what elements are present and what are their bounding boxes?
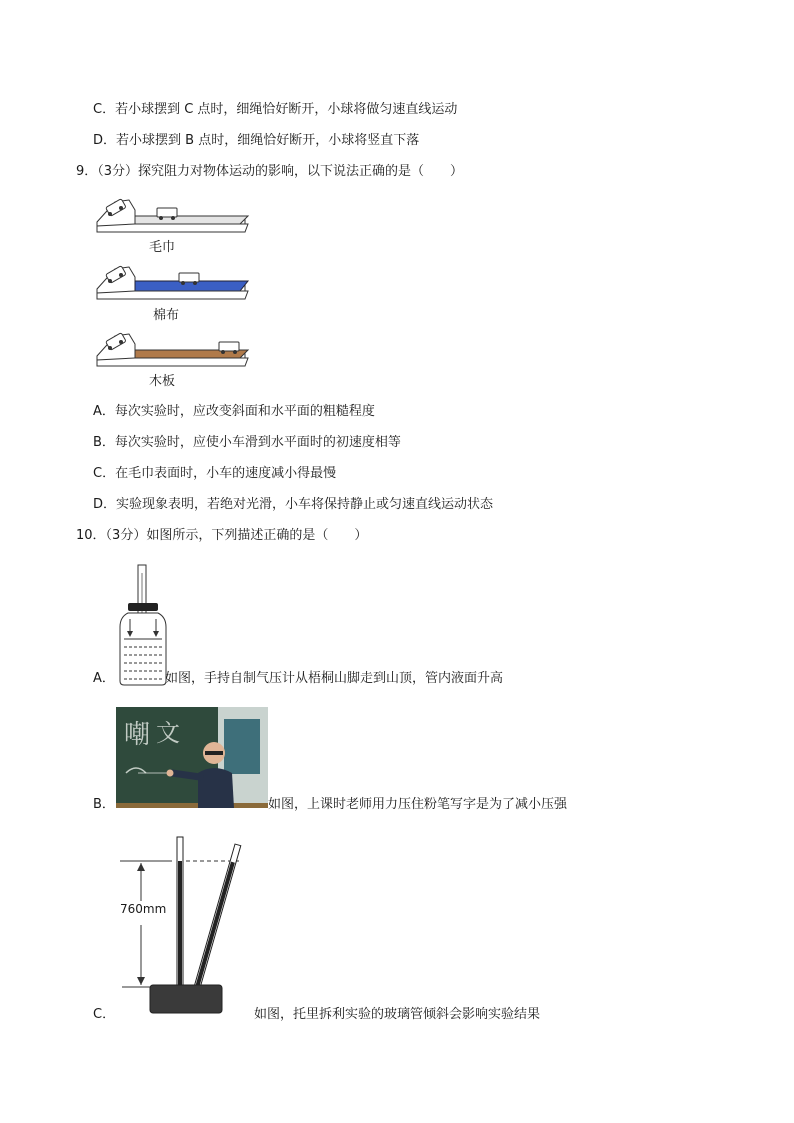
q10-option-b-letter: B． bbox=[93, 797, 115, 812]
homemade-barometer-figure bbox=[116, 563, 170, 687]
q8-option-c: C．若小球摆到 C 点时，细绳恰好断开，小球将做匀速直线运动 bbox=[93, 102, 458, 117]
q10-option-c-text: 如图，托里拆利实验的玻璃管倾斜会影响实验结果 bbox=[254, 1007, 541, 1022]
q10-option-a-text: 如图，手持自制气压计从梧桐山脚走到山顶，管内液面升高 bbox=[165, 671, 504, 686]
surface-label-cotton: 棉布 bbox=[153, 308, 180, 323]
surface-label-towel: 毛巾 bbox=[149, 240, 176, 255]
q9-option-b: B．每次实验时，应使小车滑到水平面时的初速度相等 bbox=[93, 435, 401, 450]
teacher-blackboard-photo bbox=[116, 707, 268, 808]
q9-option-a: A．每次实验时，应改变斜面和水平面的粗糙程度 bbox=[93, 404, 375, 419]
torricelli-experiment-figure bbox=[116, 833, 256, 1015]
q8-option-d: D．若小球摆到 B 点时，细绳恰好断开，小球将竖直下落 bbox=[93, 133, 420, 148]
q10-option-c-letter: C． bbox=[93, 1007, 116, 1022]
ramp-figure-cotton bbox=[95, 263, 255, 303]
svg-text:文: 文 bbox=[156, 719, 180, 747]
surface-label-wood: 木板 bbox=[149, 374, 176, 389]
q10-stem: 10．（3分）如图所示，下列描述正确的是（ ） bbox=[76, 528, 368, 543]
q10-option-b-text: 如图，上课时老师用力压住粉笔写字是为了减小压强 bbox=[268, 797, 568, 812]
ramp-figure-towel bbox=[95, 196, 255, 236]
q10-option-a-letter: A． bbox=[93, 671, 115, 686]
torricelli-height-label: 760mm bbox=[120, 902, 167, 916]
svg-text:嘲: 嘲 bbox=[124, 720, 151, 750]
ramp-figure-wood bbox=[95, 330, 255, 370]
q9-option-c: C．在毛巾表面时，小车的速度减小得最慢 bbox=[93, 466, 337, 481]
q9-option-d: D．实验现象表明，若绝对光滑，小车将保持静止或匀速直线运动状态 bbox=[93, 497, 494, 512]
q9-stem: 9．（3分）探究阻力对物体运动的影响，以下说法正确的是（ ） bbox=[76, 164, 464, 179]
